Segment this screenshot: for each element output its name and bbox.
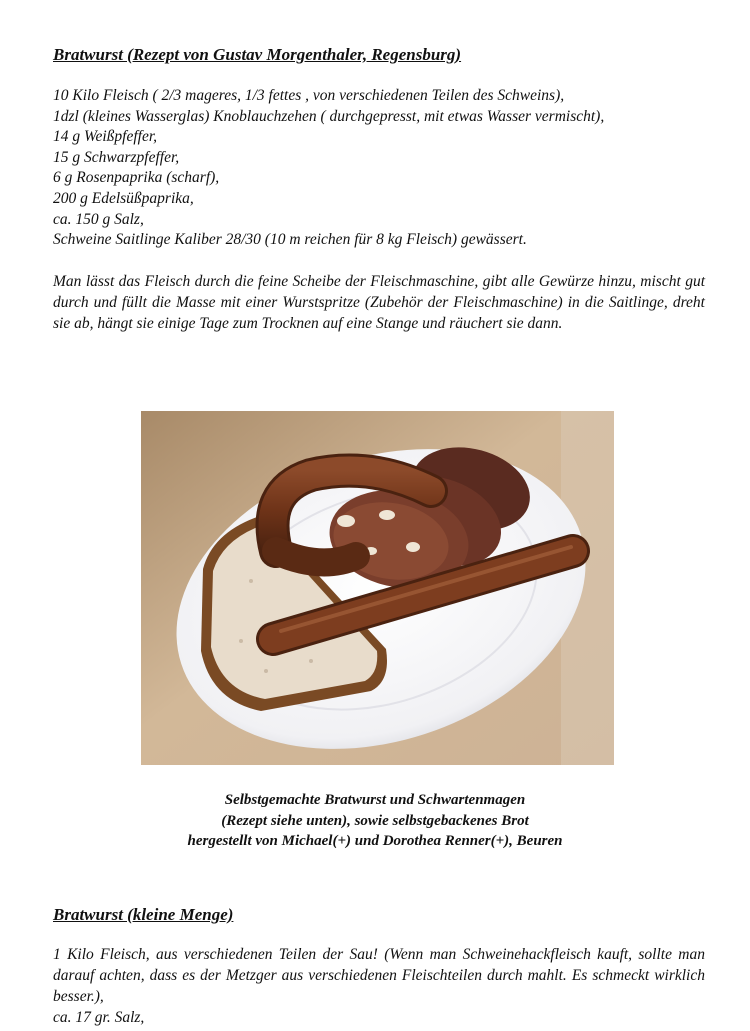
sausage-plate-photo xyxy=(141,411,614,765)
recipe-1-instructions: Man lässt das Fleisch durch die feine Scheibe der Fleischmaschine, gibt alle Gewürze hinzu, mischt gut durch und füllt die Masse mit einer Wurstspritze (Zubehör der Fleischmaschine) in die Saitlinge, dreht sie ab, hängt sie einige Tage zum Trocknen auf eine Stange und räuchert sie dann. xyxy=(53,273,705,332)
ingredient-line: 10 Kilo Fleisch ( 2/3 mageres, 1/3 fettes , von verschiedenen Teilen des Schweins), xyxy=(53,87,565,104)
ingredient-line: ca. 150 g Salz, xyxy=(53,210,144,228)
recipe-2-title: Bratwurst (kleine Menge) xyxy=(53,905,234,924)
recipe-1-title: Bratwurst (Rezept von Gustav Morgenthaler, Regensburg) xyxy=(53,45,462,64)
recipe-1-ingredient-list xyxy=(53,86,705,251)
ingredient-line: 6 g Rosenpaprika (scharf), xyxy=(53,169,220,187)
ingredient-line: ca. 17 gr. Salz, xyxy=(53,1009,145,1026)
ingredient-line: 1dzl (kleines Wasserglas) Knoblauchzehen ( durchgepresst, mit etwas Wasser vermischt), xyxy=(53,107,605,125)
caption-line: Selbstgemachte Bratwurst und Schwartenmagen xyxy=(224,792,526,808)
caption-line: (Rezept siehe unten), sowie selbstgebackenes Brot xyxy=(221,812,529,829)
recipe-2-intro: 1 Kilo Fleisch, aus verschiedenen Teilen der Sau! (Wenn man Schweinehackfleisch kauft, sollte man darauf achten, dass es der Metzger aus verschiedenen Fleischteilen durch mahlt. Es schmeckt wirklich besser.), xyxy=(53,946,705,1005)
ingredient-line: 200 g Edelsüßpaprika, xyxy=(53,189,194,207)
photo-caption xyxy=(0,790,750,852)
recipe-2-salt-line xyxy=(53,1008,705,1029)
ingredient-line: 15 g Schwarzpfeffer, xyxy=(53,148,180,166)
ingredient-line: Schweine Saitlinge Kaliber 28/30 (10 m reichen für 8 kg Fleisch) gewässert. xyxy=(53,231,527,249)
caption-line: hergestellt von Michael(+) und Dorothea Renner(+), Beuren xyxy=(187,833,563,849)
ingredient-line: 14 g Weißpfeffer, xyxy=(53,128,158,146)
